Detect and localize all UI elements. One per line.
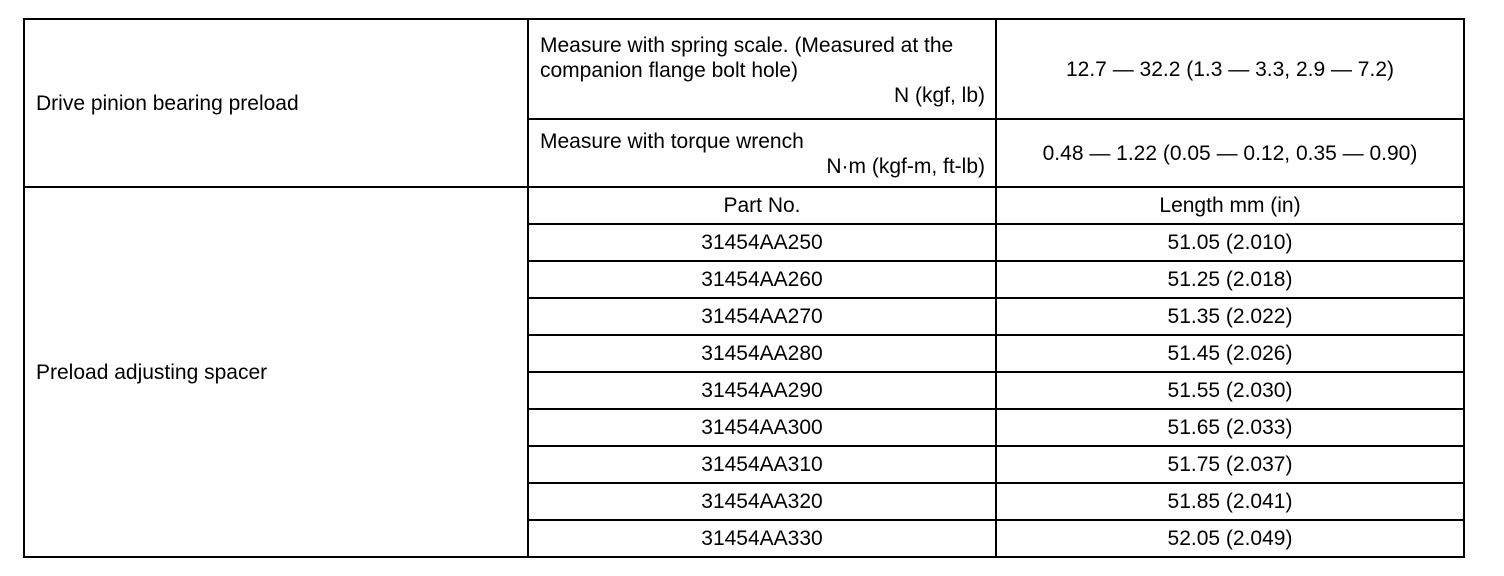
- part-number-cell: 31454AA250: [528, 224, 996, 261]
- spring-scale-text: Measure with spring scale. (Measured at the companion flange bolt hole): [540, 33, 954, 82]
- part-number-cell: 31454AA320: [528, 483, 996, 520]
- part-number-cell: 31454AA280: [528, 335, 996, 372]
- part-no-header: Part No.: [528, 187, 996, 224]
- spring-scale-condition: [528, 19, 996, 119]
- length-cell: 52.05 (2.049): [996, 520, 1464, 557]
- length-cell: 51.55 (2.030): [996, 372, 1464, 409]
- preload-spring-row: [24, 19, 1464, 119]
- length-cell: 51.85 (2.041): [996, 483, 1464, 520]
- part-number-cell: 31454AA270: [528, 298, 996, 335]
- length-cell: 51.65 (2.033): [996, 409, 1464, 446]
- torque-wrench-text: Measure with torque wrench: [540, 130, 804, 153]
- spec-table: [23, 18, 1465, 558]
- part-number-cell: 31454AA300: [528, 409, 996, 446]
- preload-label: Drive pinion bearing preload: [24, 19, 528, 187]
- torque-wrench-condition: [528, 119, 996, 187]
- spring-scale-value: 12.7 — 32.2 (1.3 — 3.3, 2.9 — 7.2): [996, 19, 1464, 119]
- part-number-cell: 31454AA310: [528, 446, 996, 483]
- part-number-cell: 31454AA330: [528, 520, 996, 557]
- length-cell: 51.05 (2.010): [996, 224, 1464, 261]
- torque-wrench-unit: N·m (kgf-m, ft-lb): [826, 155, 985, 178]
- length-cell: 51.75 (2.037): [996, 446, 1464, 483]
- length-cell: 51.35 (2.022): [996, 298, 1464, 335]
- spacer-label: Preload adjusting spacer: [24, 187, 528, 557]
- length-cell: 51.25 (2.018): [996, 261, 1464, 298]
- spring-scale-unit: N (kgf, lb): [893, 83, 985, 107]
- part-number-cell: 31454AA290: [528, 372, 996, 409]
- torque-wrench-value: 0.48 — 1.22 (0.05 — 0.12, 0.35 — 0.90): [996, 119, 1464, 187]
- part-number-cell: 31454AA260: [528, 261, 996, 298]
- length-header: Length mm (in): [996, 187, 1464, 224]
- length-cell: 51.45 (2.026): [996, 335, 1464, 372]
- spacer-header-row: [24, 187, 1464, 224]
